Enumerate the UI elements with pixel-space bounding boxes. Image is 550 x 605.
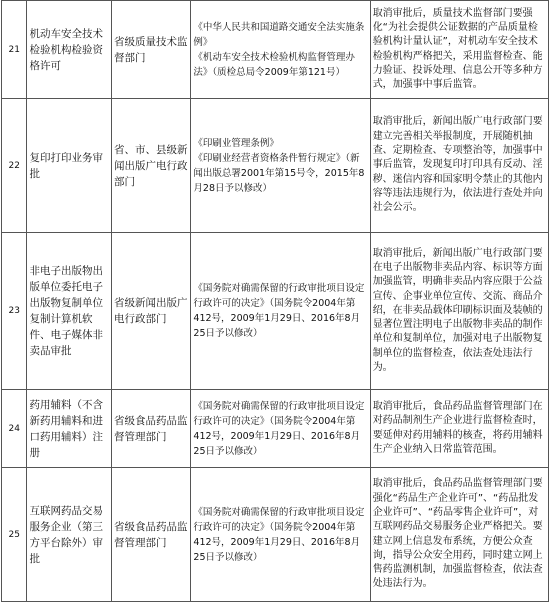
table-row	[2, 99, 549, 233]
department: 省级食品药品监督管理部门	[111, 390, 190, 468]
supervision-measures: 取消审批后，新闻出版广电行政部门要在电子出版物非卖品内容、标识等方面加强监管，明确非卖品内容应限于公益宣传、企事业单位宣传、交流、商品介绍，在非卖品载体印刷标识面及装帧的显著位置注明电子出版物非卖品的制作单位和复制单位，加强对电子出版物复制单位的监督检查，依法查处违法行为。	[370, 233, 548, 390]
row-number: 23	[2, 233, 27, 390]
legal-basis-line: 《机动车安全技术检验机构监督管理办法》（质检总局令2009年第121号）	[193, 51, 355, 78]
legal-basis-line: 《国务院对确需保留的行政审批项目设定行政许可的决定》（国务院令2004年第412号，2009年1月29日、2016年8月25日予以修改）	[193, 283, 365, 339]
legal-basis-line: 《国务院对确需保留的行政审批项目设定行政许可的决定》（国务院令2004年第412号，2009年1月29日、2016年8月25日予以修改）	[193, 400, 365, 457]
row-number: 22	[2, 99, 27, 233]
legal-basis	[191, 468, 370, 602]
legal-basis	[191, 390, 370, 468]
legal-basis	[191, 233, 370, 390]
legal-basis	[191, 99, 370, 233]
legal-basis-line: 《国务院对确需保留的行政审批项目设定行政许可的决定》（国务院令2004年第412号，2009年1月29日、2016年8月25日予以修改）	[193, 506, 365, 563]
row-number: 21	[2, 1, 27, 99]
approval-table	[1, 0, 549, 602]
item-name: 药用辅料（不含新药用辅料和进口药用辅料）注册	[27, 390, 112, 468]
supervision-measures: 取消审批后，质量技术监督部门要强化“为社会提供公证数据的产品质量检验机构计量认证”，对机动车安全技术检验机构严格把关，采用监督检查、能力验证、投诉处理、信息公开等多种方式，加强事中事后监管。	[370, 1, 548, 99]
department: 省级质量技术监督部门	[111, 1, 190, 99]
row-number: 24	[2, 390, 27, 468]
department: 省级食品药品监督管理部门	[111, 468, 190, 602]
table-row	[2, 390, 549, 468]
department: 省、市、县级新闻出版广电行政部门	[111, 99, 190, 233]
supervision-measures: 取消审批后，食品药品监督管理部门在对药品制剂生产企业进行监督检查时，要延伸对药用辅料的核查，将药用辅料生产企业纳入日常监管范围。	[370, 390, 548, 468]
table-row	[2, 468, 549, 602]
department: 省级新闻出版广电行政部门	[111, 233, 190, 390]
table-row	[2, 1, 549, 99]
legal-basis	[191, 1, 370, 99]
item-name: 非电子出版物出版单位委托电子出版物复制单位复制计算机软件、电子媒体非卖品审批	[27, 233, 112, 390]
item-name: 机动车安全技术检验机构检验资格许可	[27, 1, 112, 99]
legal-basis-line: 《印刷业管理条例》	[193, 137, 279, 149]
legal-basis-line: 《印刷业经营者资格条件暂行规定》（新闻出版总署2001年第15号令，2015年8月28日予以修改）	[193, 152, 365, 194]
legal-basis-line: 《中华人民共和国道路交通安全法实施条例》	[193, 21, 365, 48]
item-name: 复印打印业务审批	[27, 99, 112, 233]
supervision-measures: 取消审批后，新闻出版广电行政部门要建立完善相关举报制度，开展随机抽查、定期检查、专项整治等，加强事中事后监管，发现复印打印具有反动、淫秽、迷信内容和国家明令禁止的其他内容等违法违规行为，依法进行查处并向社会公示。	[370, 99, 548, 233]
table-row	[2, 233, 549, 390]
supervision-measures: 取消审批后，食品药品监督管理部门要强化“药品生产企业许可”、“药品批发企业许可”、“药品零售企业许可”，对互联网药品交易服务企业严格把关。要建立网上信息发布系统，方便公众查询，指导公众安全用药，同时建立网上售药监测机制，加强监督检查，依法查处违法行为。	[370, 468, 548, 602]
item-name: 互联网药品交易服务企业（第三方平台除外）审批	[27, 468, 112, 602]
row-number: 25	[2, 468, 27, 602]
